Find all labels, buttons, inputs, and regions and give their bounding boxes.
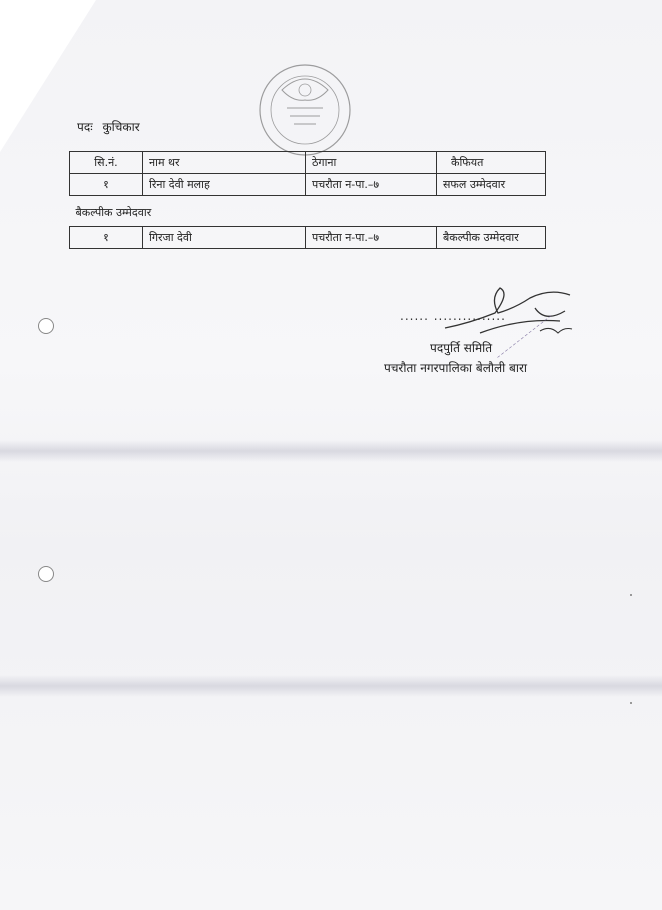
serial-cell: १: [70, 227, 143, 249]
paper-fold: [0, 675, 662, 697]
signature-block: [370, 283, 590, 393]
address-cell: पचरौता न-पा.–७: [306, 227, 437, 249]
edge-mark: [630, 702, 632, 704]
signature-dots: ...... ...............: [400, 309, 506, 323]
table-header-row: [70, 152, 546, 174]
col-address-header: ठेगाना: [306, 152, 437, 174]
post-label: पदः: [77, 120, 93, 134]
alternate-label: बैकल्पीक उम्मेदवार: [70, 196, 546, 227]
remarks-cell: सफल उम्मेदवार: [437, 174, 546, 196]
col-name-header: नाम थर: [143, 152, 306, 174]
table-row: [70, 174, 546, 196]
serial-cell: १: [70, 174, 143, 196]
name-cell: गिरजा देवी: [143, 227, 306, 249]
col-remarks-header: कैफियत: [437, 152, 546, 174]
name-cell: रिना देवी मलाह: [143, 174, 306, 196]
address-cell: पचरौता न-पा.–७: [306, 174, 437, 196]
candidate-table: [69, 151, 546, 249]
office-address: पचरौता नगरपालिका बेलौली बारा: [384, 361, 527, 375]
paper-fold: [0, 440, 662, 462]
remarks-cell: बैकल्पीक उम्मेदवार: [437, 227, 546, 249]
punch-hole: [38, 318, 54, 334]
punch-hole: [38, 566, 54, 582]
col-serial-header: सि.नं.: [70, 152, 143, 174]
post-line: [77, 118, 140, 135]
committee-title: पदपुर्ति समिति: [430, 341, 493, 355]
edge-mark: [630, 594, 632, 596]
table-row: [70, 227, 546, 249]
post-value: कुचिकार: [102, 120, 140, 134]
alternate-label-row: [70, 196, 546, 227]
